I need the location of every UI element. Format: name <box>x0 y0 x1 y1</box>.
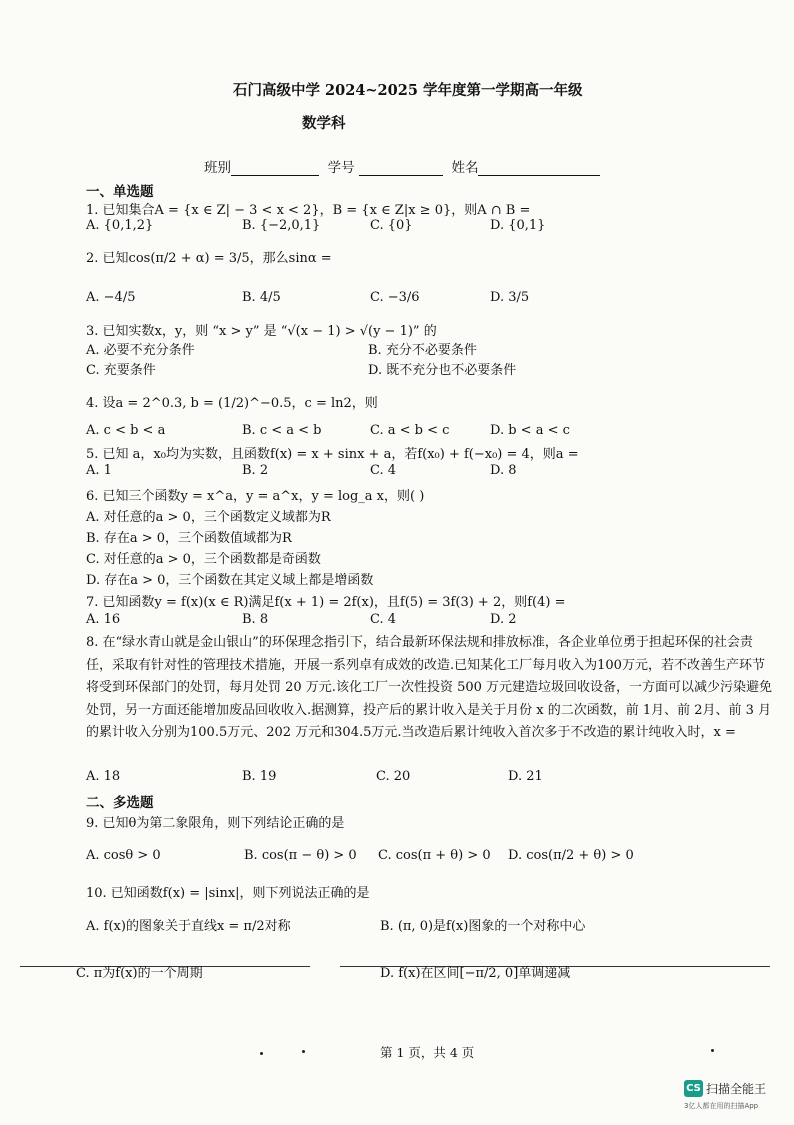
question-8-option-c: C. 20 <box>376 769 411 784</box>
question-6-option-a: A. 对任意的a > 0，三个函数定义域都为R <box>86 510 331 525</box>
question-2-option-a: A. −4/5 <box>86 290 136 305</box>
question-9-option-d: D. cos(π/2 + θ) > 0 <box>508 848 634 863</box>
page-number: 第 1 页，共 4 页 <box>380 1045 475 1060</box>
question-2-option-b: B. 4/5 <box>242 290 281 305</box>
question-9-option-b: B. cos(π − θ) > 0 <box>244 848 357 863</box>
question-1-option-b: B. {−2,0,1} <box>242 218 321 233</box>
question-8-stem: 8. 在“绿水青山就是金山银山”的环保理念指引下，结合最新环保法规和排放标准，各企业单位勇于担起环保的社会责任，采取有针对性的管理技术措施，开展一系列卓有成效的改造.已知某化工厂每月收入为100万元，若不改善生产环节将受到环保部门的处罚，每月处罚 20 万元.该化工厂一次性投资 500 万元建造垃圾回收设备，一方面可以减少污染避免处罚，另一方面还能增加废品回收收入.据测算，投产后的累计收入是关于月份 x 的二次函数，前 1月、前 2月、前 3 月的累计收入分别为100.5万元、202 万元和304.5万元.当改造后累计纯收入首次多于不改造的累计纯收入时，x = <box>86 635 773 740</box>
question-7-stem: 7. 已知函数y = f(x)(x ∈ R)满足f(x + 1) = 2f(x)，且f(5) = 3f(3) + 2，则f(4) = <box>86 595 566 610</box>
question-10-stem: 10. 已知函数f(x) = |sinx|，则下列说法正确的是 <box>86 886 370 901</box>
question-3-option-c: C. 充要条件 <box>86 363 156 378</box>
question-10-option-c: C. π为f(x)的一个周期 <box>76 966 203 981</box>
question-2-option-d: D. 3/5 <box>490 290 530 305</box>
scan-speck <box>302 1050 305 1053</box>
question-3-option-d: D. 既不充分也不必要条件 <box>368 363 517 378</box>
question-10-option-b: B. (π, 0)是f(x)图象的一个对称中心 <box>380 919 586 934</box>
student-info-line <box>204 156 600 176</box>
question-2-option-c: C. −3/6 <box>370 290 420 305</box>
question-5-option-d: D. 8 <box>490 463 517 478</box>
question-5-stem: 5. 已知 a，x₀均为实数，且函数f(x) = x + sinx + a，若f(x₀) + f(−x₀) = 4，则a = <box>86 447 579 462</box>
question-4-option-a: A. c < b < a <box>86 423 166 438</box>
question-3-stem: 3. 已知实数x，y，则 “x > y” 是 “√(x − 1) > √(y − 1)” 的 <box>86 324 437 339</box>
scan-speck <box>260 1052 263 1055</box>
scanner-logo-icon: CS <box>684 1080 703 1097</box>
question-1-option-c: C. {0} <box>370 218 413 233</box>
question-2-stem: 2. 已知cos(π/2 + α) = 3/5，那么sinα = <box>86 251 332 266</box>
section-multiple-choice: 二、多选题 <box>86 795 154 811</box>
scanner-app-name: 扫描全能王 <box>706 1082 767 1096</box>
question-4-option-b: B. c < a < b <box>242 423 322 438</box>
question-1-stem: 1. 已知集合A = {x ∈ Z| − 3 < x < 2}，B = {x ∈ Z|x ≥ 0}，则A ∩ B = <box>86 203 531 218</box>
question-6-option-b: B. 存在a > 0，三个函数值域都为R <box>86 531 292 546</box>
question-10-option-d: D. f(x)在区间[−π/2, 0]单调递减 <box>380 966 571 981</box>
question-3-option-b: B. 充分不必要条件 <box>368 343 477 358</box>
question-10-option-a: A. f(x)的图象关于直线x = π/2对称 <box>86 919 291 934</box>
question-4-option-d: D. b < a < c <box>490 423 570 438</box>
question-1-option-a: A. {0,1,2} <box>86 218 154 233</box>
question-6-stem: 6. 已知三个函数y = x^a，y = a^x，y = log_a x，则( ) <box>86 489 425 504</box>
scan-speck <box>711 1049 714 1052</box>
question-3-option-a: A. 必要不充分条件 <box>86 343 195 358</box>
question-7-option-c: C. 4 <box>370 612 397 627</box>
class-blank <box>231 161 319 176</box>
question-9-option-a: A. cosθ > 0 <box>86 848 161 863</box>
question-8-option-a: A. 18 <box>86 769 121 784</box>
section-single-choice: 一、单选题 <box>86 184 154 200</box>
exam-title: 石门高级中学 2024~2025 学年度第一学期高一年级 <box>233 82 583 99</box>
question-8-option-d: D. 21 <box>508 769 543 784</box>
class-label: 班别 <box>204 160 231 176</box>
question-8-option-b: B. 19 <box>242 769 277 784</box>
question-5-option-a: A. 1 <box>86 463 112 478</box>
question-4-option-c: C. a < b < c <box>370 423 450 438</box>
name-label: 姓名 <box>451 160 479 176</box>
question-5-option-c: C. 4 <box>370 463 397 478</box>
question-9-stem: 9. 已知θ为第二象限角，则下列结论正确的是 <box>86 816 345 831</box>
question-7-option-a: A. 16 <box>86 612 121 627</box>
name-blank <box>478 161 600 176</box>
id-blank <box>359 161 443 176</box>
question-6-option-c: C. 对任意的a > 0，三个函数都是奇函数 <box>86 552 321 567</box>
id-label: 学号 <box>327 160 355 176</box>
question-9-option-c: C. cos(π + θ) > 0 <box>378 848 491 863</box>
subject-label: 数学科 <box>302 115 346 132</box>
scanner-tagline: 3亿人都在用的扫描App <box>684 1102 759 1110</box>
question-7-option-d: D. 2 <box>490 612 517 627</box>
question-1-option-d: D. {0,1} <box>490 218 546 233</box>
question-5-option-b: B. 2 <box>242 463 269 478</box>
question-7-option-b: B. 8 <box>242 612 269 627</box>
question-4-stem: 4. 设a = 2^0.3, b = (1/2)^−0.5，c = ln2，则 <box>86 396 378 411</box>
question-6-option-d: D. 存在a > 0，三个函数在其定义域上都是增函数 <box>86 573 374 588</box>
